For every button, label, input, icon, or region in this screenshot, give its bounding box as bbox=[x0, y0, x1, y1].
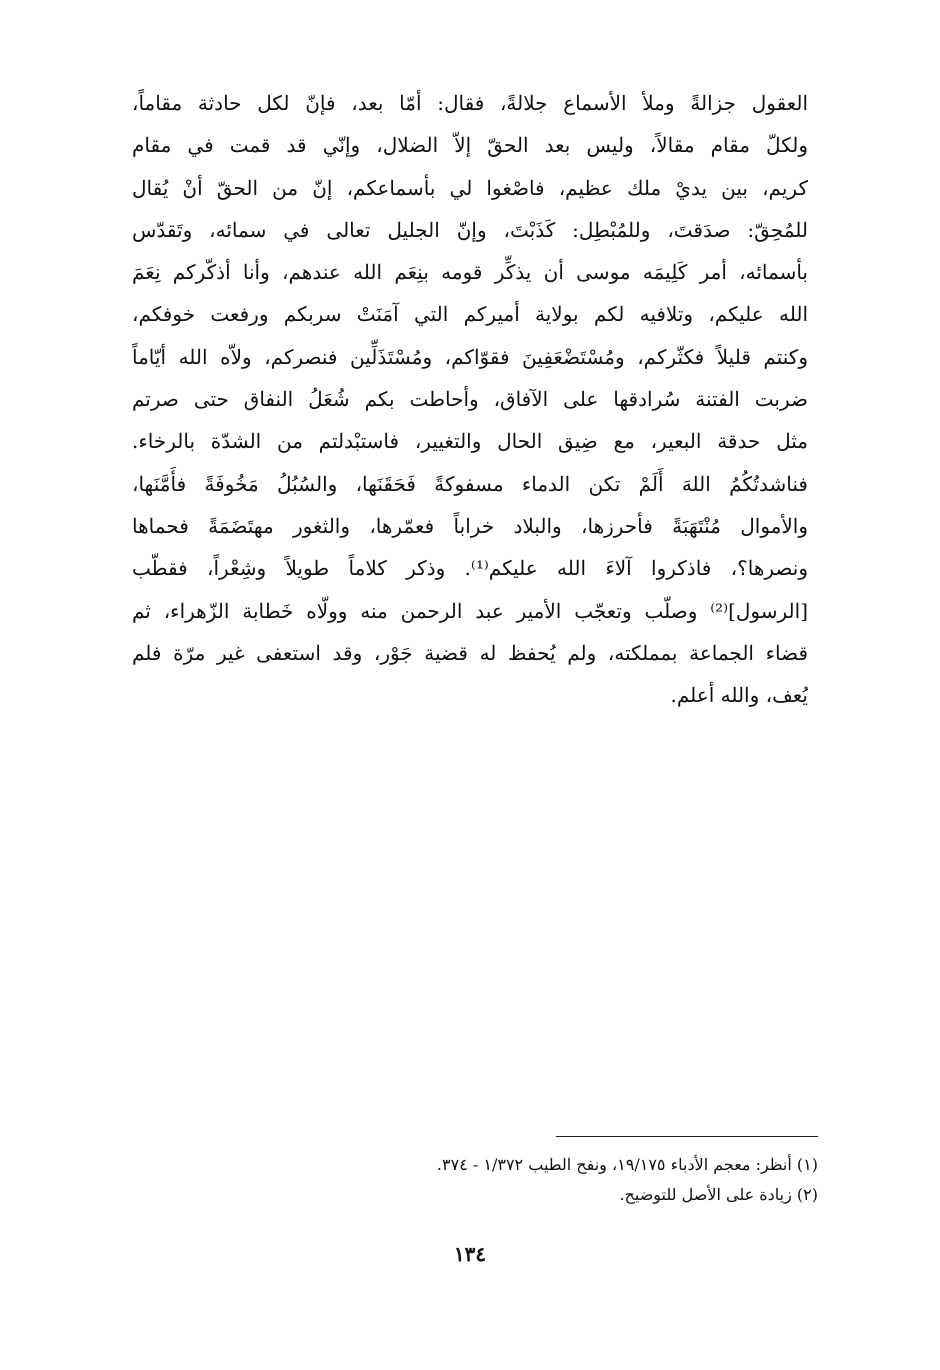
footnote-2: (٢) زيادة على الأصل للتوضيح. bbox=[619, 1185, 818, 1204]
text-line: [الرسول]⁽²⁾ وصلّب وتعجّب الأمير عبد الرحمن منه وولّاه خَطابة الزّهراء، ثم bbox=[132, 598, 808, 623]
footnote-separator bbox=[556, 1136, 818, 1137]
text-line: الله عليكم، وتلافيه لكم بولاية أميركم التي آمَنَتْ سربكم ورفعت خوفكم، bbox=[132, 302, 808, 327]
page-number: ١٣٤ bbox=[453, 1242, 487, 1266]
text-line: كريم، بين يديْ ملك عظيم، فاصْغوا لي بأسماعكم، إنّ من الحقّ أنْ يُقال bbox=[132, 175, 808, 200]
text-line: مثل حدقة البعير، مع ضِيق الحال والتغيير، فاستبْدلتم من الشدّة بالرخاء. bbox=[132, 429, 808, 454]
text-line: والأموال مُنْتَهَبَةً فأحرزها، والبلاد خراباً فعمّرها، والثغور مهتَضَمَةً فحماها bbox=[132, 513, 808, 538]
text-line: للمُحِقّ: صدَقتَ، وللمُبْطِل: كَذَبْتَ، وإنّ الجليل تعالى في سمائه، وتَقدّس bbox=[132, 217, 808, 242]
footnote-1: (١) أنظر: معجم الأدباء ١٩/١٧٥، ونفح الطيب ١/٣٧٢ - ٣٧٤. bbox=[436, 1155, 818, 1174]
text-line: العقول جزالةً وملأ الأسماع جلالةً، فقال: أمّا بعد، فإنّ لكل حادثة مقاماً، bbox=[132, 91, 808, 115]
text-line: قضاء الجماعة بمملكته، ولم يُحفظ له قضية جَوْر، وقد استعفى غير مرّة فلم bbox=[132, 640, 808, 665]
text-line: يُعف، والله أعلم. bbox=[670, 683, 808, 708]
text-line: ونصرها؟، فاذكروا آلاءَ الله عليكم⁽¹⁾. وذكر كلاماً طويلاً وشِعْراً، فقطّب bbox=[132, 556, 808, 581]
footnotes bbox=[300, 1150, 818, 1210]
text-line: ضربت الفتنة سُرادقها على الآفاق، وأحاطت بكم شُعَلُ النفاق حتى صرتم bbox=[132, 387, 808, 412]
main-text-block bbox=[132, 82, 808, 716]
text-line: ولكلّ مقام مقالاً، وليس بعد الحقّ إلاّ الضلال، وإنّي قد قمت في مقام bbox=[132, 133, 808, 158]
text-line: فناشدتُكُمُ اللهَ أَلَمْ تكن الدماء مسفوكةً فَحَقَنَها، والسُبُلُ مَخُوفَةً فأَمَّنَها، bbox=[132, 471, 808, 496]
text-line: بأسمائه، أمر كَلِيمَه موسى أن يذكِّر قومه بنِعَم الله عندهم، وأنا أذكّركم نِعَمَ bbox=[132, 260, 808, 285]
text-line: وكنتم قليلاً فكثّركم، ومُسْتَضْعَفِينَ فقوّاكم، ومُسْتَذَلِّين فنصركم، ولاّه الله أيّاماً bbox=[132, 344, 808, 369]
